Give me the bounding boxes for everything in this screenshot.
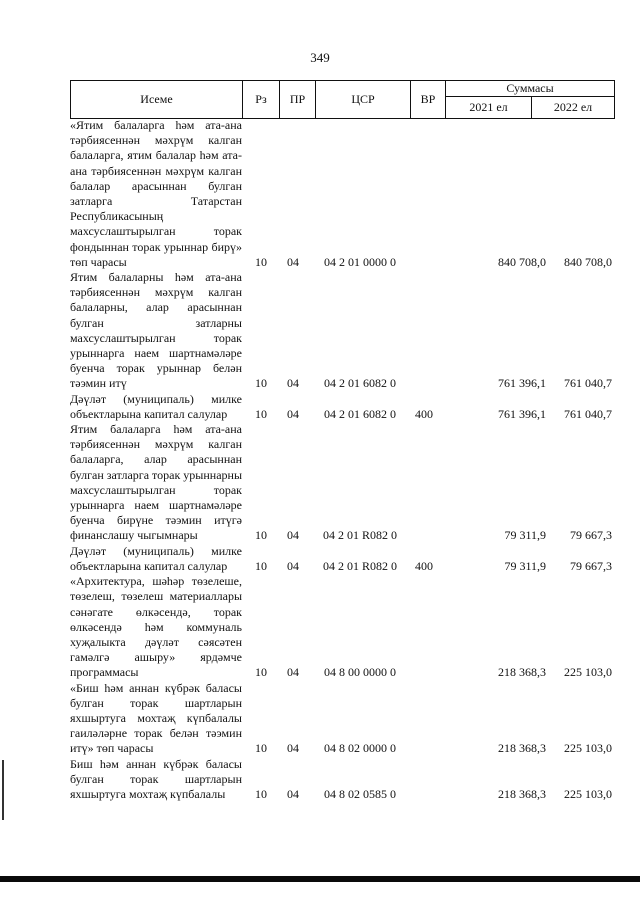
column-header-name: Исеме — [71, 81, 243, 119]
row-pr: 04 — [287, 406, 299, 421]
row-pr: 04 — [287, 665, 299, 680]
table-row — [70, 681, 614, 757]
row-name: «Ятим балаларга һәм ата-ана тәрбиясеннән мәхрүм калган балаларга, ятим балалар һәм ата-ана тәрбиясеннән мәхрүм калган балалар арасыннан булган затларга Татарстан Республикасының махсуслаштырылган торак фондыннан торак урыннар бирү» төп чарасы — [70, 118, 242, 269]
row-rz: 10 — [255, 528, 267, 543]
row-name: Биш һәм аннан күбрәк баласы булган торак шартларын яхшыртуга мохтаҗ күпбалалы — [70, 756, 242, 801]
row-rz: 10 — [255, 254, 267, 269]
row-sum-2022: 79 667,3 — [570, 558, 612, 573]
row-rz: 10 — [255, 406, 267, 421]
table-header — [70, 80, 615, 119]
budget-table-body — [70, 118, 614, 802]
table-row — [70, 392, 614, 422]
row-sum-2021: 79 311,9 — [504, 528, 546, 543]
row-pr: 04 — [287, 254, 299, 269]
row-sum-2022: 225 103,0 — [564, 786, 612, 801]
row-csr: 04 8 02 0000 0 — [324, 741, 396, 756]
row-csr: 04 2 01 R082 0 — [322, 558, 397, 573]
row-sum-2021: 218 368,3 — [498, 786, 546, 801]
table-row — [70, 544, 614, 574]
row-sum-2022: 225 103,0 — [564, 741, 612, 756]
row-pr: 04 — [287, 558, 299, 573]
column-header-vr: ВР — [411, 81, 446, 119]
page-number: 349 — [310, 50, 330, 65]
row-sum-2022: 225 103,0 — [564, 665, 612, 680]
table-row — [70, 422, 614, 544]
row-sum-2022: 761 040,7 — [564, 376, 612, 391]
row-csr: 04 2 01 6082 0 — [324, 376, 396, 391]
table-row — [70, 270, 614, 392]
row-csr: 04 8 02 0585 0 — [324, 786, 396, 801]
row-rz: 10 — [255, 558, 267, 573]
row-rz: 10 — [255, 786, 267, 801]
row-name: Ятим балаларга һәм ата-ана тәрбиясеннән мәхрүм калган балаларга, алар арасыннан булган затларга торак урыннарны махсуслаштырылган торак урыннарга наем шартнамәләре буенча бирүне тәэмин итүгә финанслашу чыгымнары — [70, 422, 243, 543]
column-header-sums: Суммасы — [446, 81, 615, 97]
table-row — [70, 118, 614, 270]
row-pr: 04 — [287, 786, 299, 801]
row-sum-2021: 761 396,1 — [498, 406, 546, 421]
row-csr: 04 8 00 0000 0 — [324, 665, 396, 680]
scan-border — [0, 876, 640, 882]
row-sum-2022: 840 708,0 — [564, 254, 612, 269]
row-name: «Архитектура, шәһәр төзелеше, төзелеш, төзелеш материаллары сәнәгате өлкәсендә, торак өлкәсендә һәм коммуналь хуҗалыкта дәүләт сәясәтен гамәлгә ашыру» ярдәмче программасы — [70, 574, 242, 680]
row-name: «Биш һәм аннан күбрәк баласы булган торак шартларын яхшыртуга мохтаҗ күпбалалы гаиләләрне торак белән тәэмин итү» төп чарасы — [70, 680, 242, 756]
row-csr: 04 2 01 6082 0 — [324, 406, 396, 421]
scan-edge-mark — [2, 760, 4, 820]
row-pr: 04 — [287, 741, 299, 756]
row-csr: 04 2 01 0000 0 — [324, 254, 396, 269]
column-header-2021: 2021 ел — [446, 97, 532, 119]
column-header-2022: 2022 ел — [532, 97, 615, 119]
row-name: Ятим балаларны һәм ата-ана тәрбиясеннән мәхрүм калган балаларны, алар арасыннан булган затларны махсуслаштырылган торак урыннарга наем шартнамәләре буенча торак урыннар белән тәэмин итү — [70, 270, 242, 391]
row-csr: 04 2 01 R082 0 — [322, 528, 397, 543]
row-vr: 400 — [415, 558, 433, 573]
row-name: Дәүләт (муниципаль) милке объектларына капитал салулар — [70, 391, 242, 421]
row-sum-2022: 761 040,7 — [564, 406, 612, 421]
row-pr: 04 — [287, 528, 299, 543]
row-sum-2021: 218 368,3 — [498, 741, 546, 756]
row-name: Дәүләт (муниципаль) милке объектларына капитал салулар — [70, 543, 242, 573]
row-rz: 10 — [255, 665, 267, 680]
row-sum-2021: 761 396,1 — [498, 376, 546, 391]
row-vr: 400 — [415, 406, 433, 421]
table-row — [70, 757, 614, 803]
column-header-csr: ЦСР — [316, 81, 411, 119]
row-rz: 10 — [255, 741, 267, 756]
column-header-rz: Рз — [243, 81, 280, 119]
row-pr: 04 — [287, 376, 299, 391]
row-sum-2021: 79 311,9 — [504, 558, 546, 573]
row-sum-2022: 79 667,3 — [570, 528, 612, 543]
row-sum-2021: 840 708,0 — [498, 254, 546, 269]
row-rz: 10 — [255, 376, 267, 391]
column-header-pr: ПР — [280, 81, 316, 119]
row-sum-2021: 218 368,3 — [498, 665, 546, 680]
table-row — [70, 574, 614, 680]
